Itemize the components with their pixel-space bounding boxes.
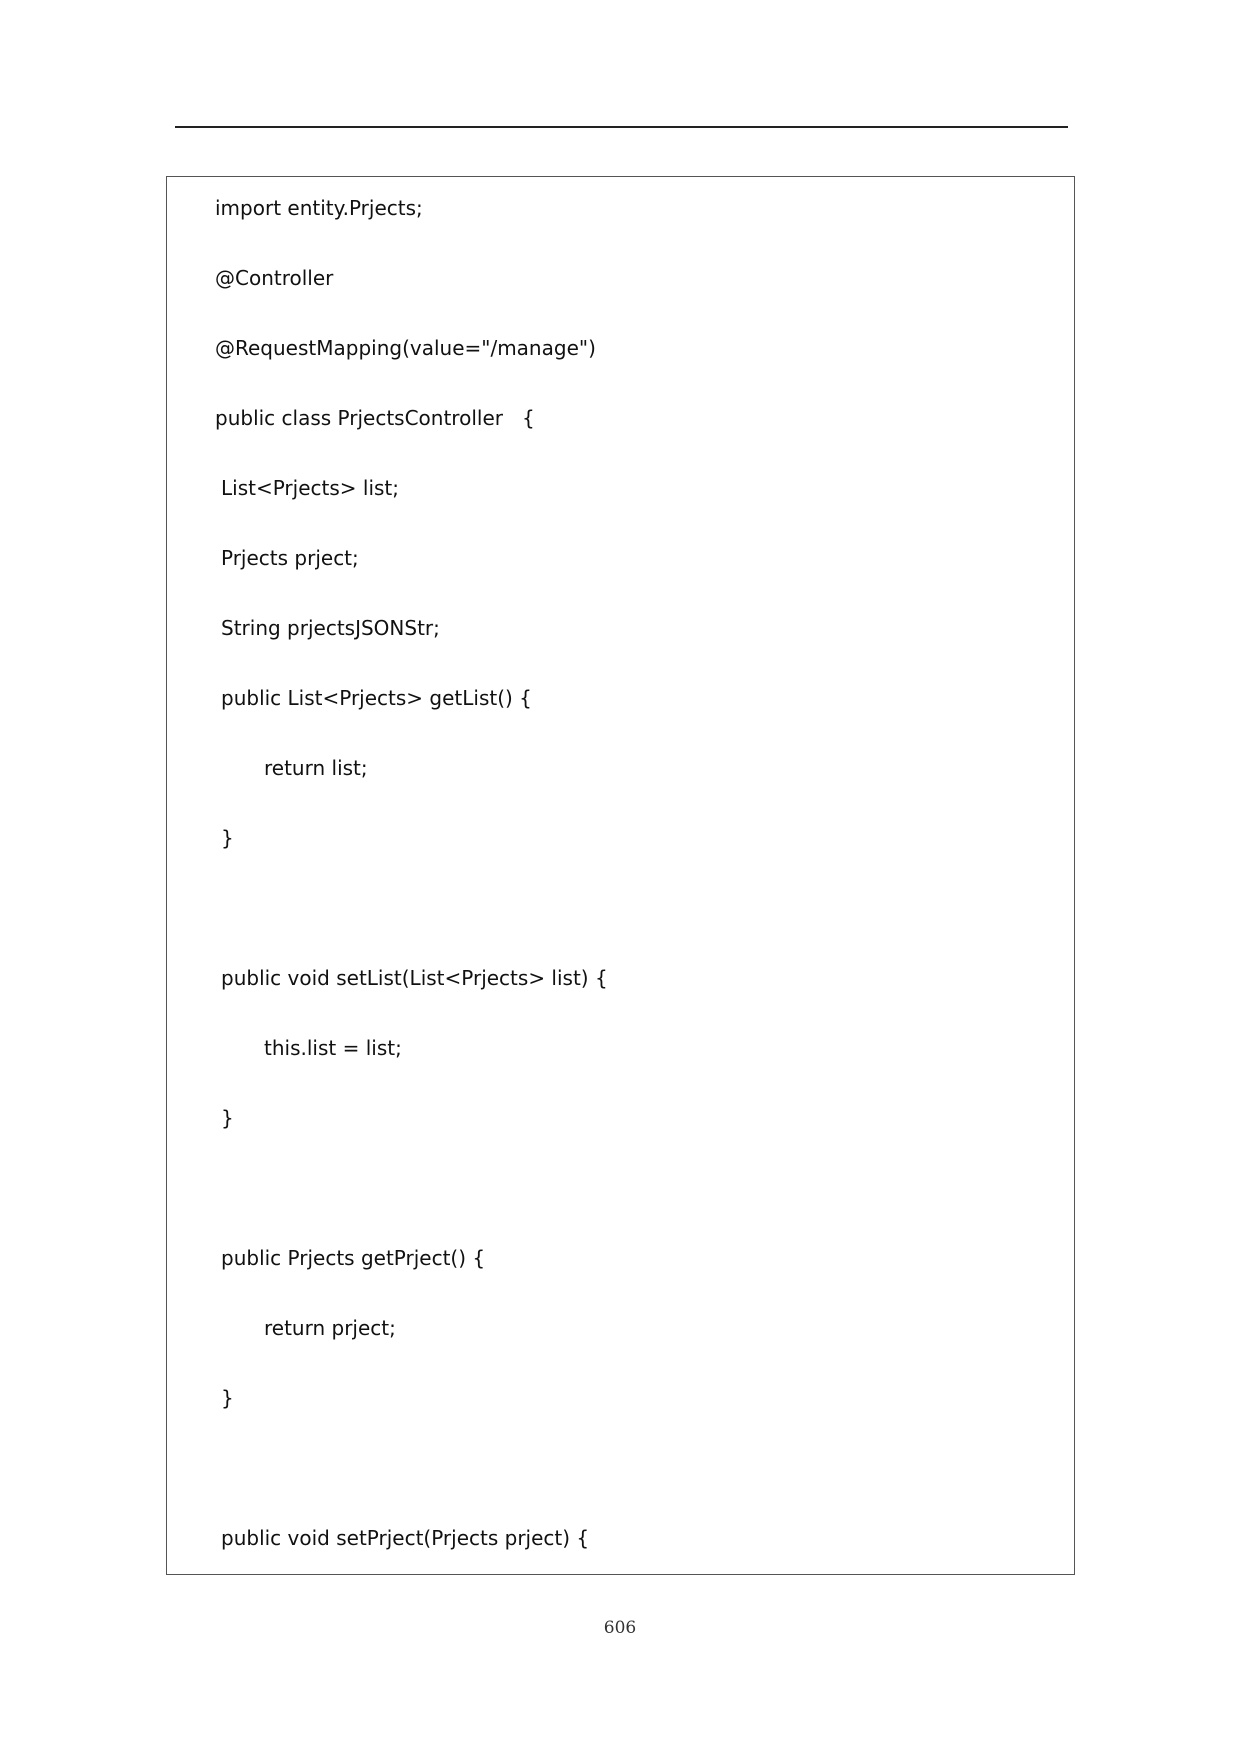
code-line: } — [221, 826, 234, 850]
code-line: this.list = list; — [264, 1036, 402, 1060]
code-line: @Controller — [215, 266, 334, 290]
code-line: } — [221, 1386, 234, 1410]
code-line: public class PrjectsController { — [215, 406, 535, 430]
header-rule — [175, 126, 1068, 128]
code-line: return prject; — [264, 1316, 396, 1340]
code-line: @RequestMapping(value="/manage") — [215, 336, 596, 360]
code-line: String prjectsJSONStr; — [221, 616, 440, 640]
code-line: } — [221, 1106, 234, 1130]
code-line: public List<Prjects> getList() { — [221, 686, 532, 710]
code-line: Prjects prject; — [221, 546, 359, 570]
code-line: List<Prjects> list; — [221, 476, 399, 500]
code-line: public void setPrject(Prjects prject) { — [221, 1526, 590, 1550]
code-listing-box — [166, 176, 1075, 1575]
code-line: public void setList(List<Prjects> list) { — [221, 966, 608, 990]
code-line: public Prjects getPrject() { — [221, 1246, 486, 1270]
code-line: return list; — [264, 756, 368, 780]
code-line: import entity.Prjects; — [215, 196, 423, 220]
page-number: 606 — [603, 1618, 637, 1638]
